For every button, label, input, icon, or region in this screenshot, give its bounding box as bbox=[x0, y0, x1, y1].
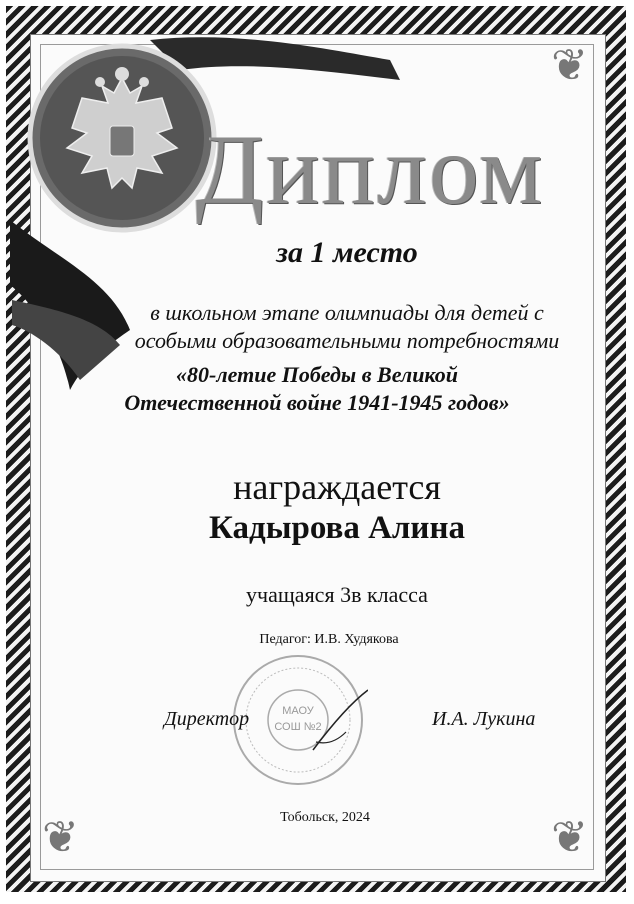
recipient-name: Кадырова Алина bbox=[209, 510, 465, 546]
event-title-line-1: «80-летие Победы в Великой bbox=[176, 362, 458, 387]
event-line-1: в школьном этапе олимпиады для детей с bbox=[150, 300, 544, 325]
corner-ornament-icon: ❦ bbox=[551, 41, 588, 90]
diploma-title: Диплом bbox=[195, 114, 545, 225]
corner-ornament-icon: ❦ bbox=[42, 813, 79, 862]
awarded-label: награждается bbox=[233, 467, 441, 507]
event-title-line-2: Отечественной войне 1941-1945 годов» bbox=[124, 390, 510, 415]
stamp-text-1: МАОУ bbox=[282, 705, 314, 717]
director-name: И.А. Лукина bbox=[432, 708, 536, 730]
recipient-grade: учащаяся 3в класса bbox=[246, 582, 428, 607]
stamp-text-2: СОШ №2 bbox=[274, 721, 322, 733]
city-year: Тобольск, 2024 bbox=[280, 810, 370, 825]
director-label: Директор bbox=[164, 708, 250, 730]
event-line-2: особыми образовательными потребностями bbox=[134, 328, 560, 353]
teacher-name: Педагог: И.В. Худякова bbox=[259, 632, 399, 647]
award-place: за 1 место bbox=[276, 236, 418, 269]
corner-ornament-icon: ❦ bbox=[551, 813, 588, 862]
